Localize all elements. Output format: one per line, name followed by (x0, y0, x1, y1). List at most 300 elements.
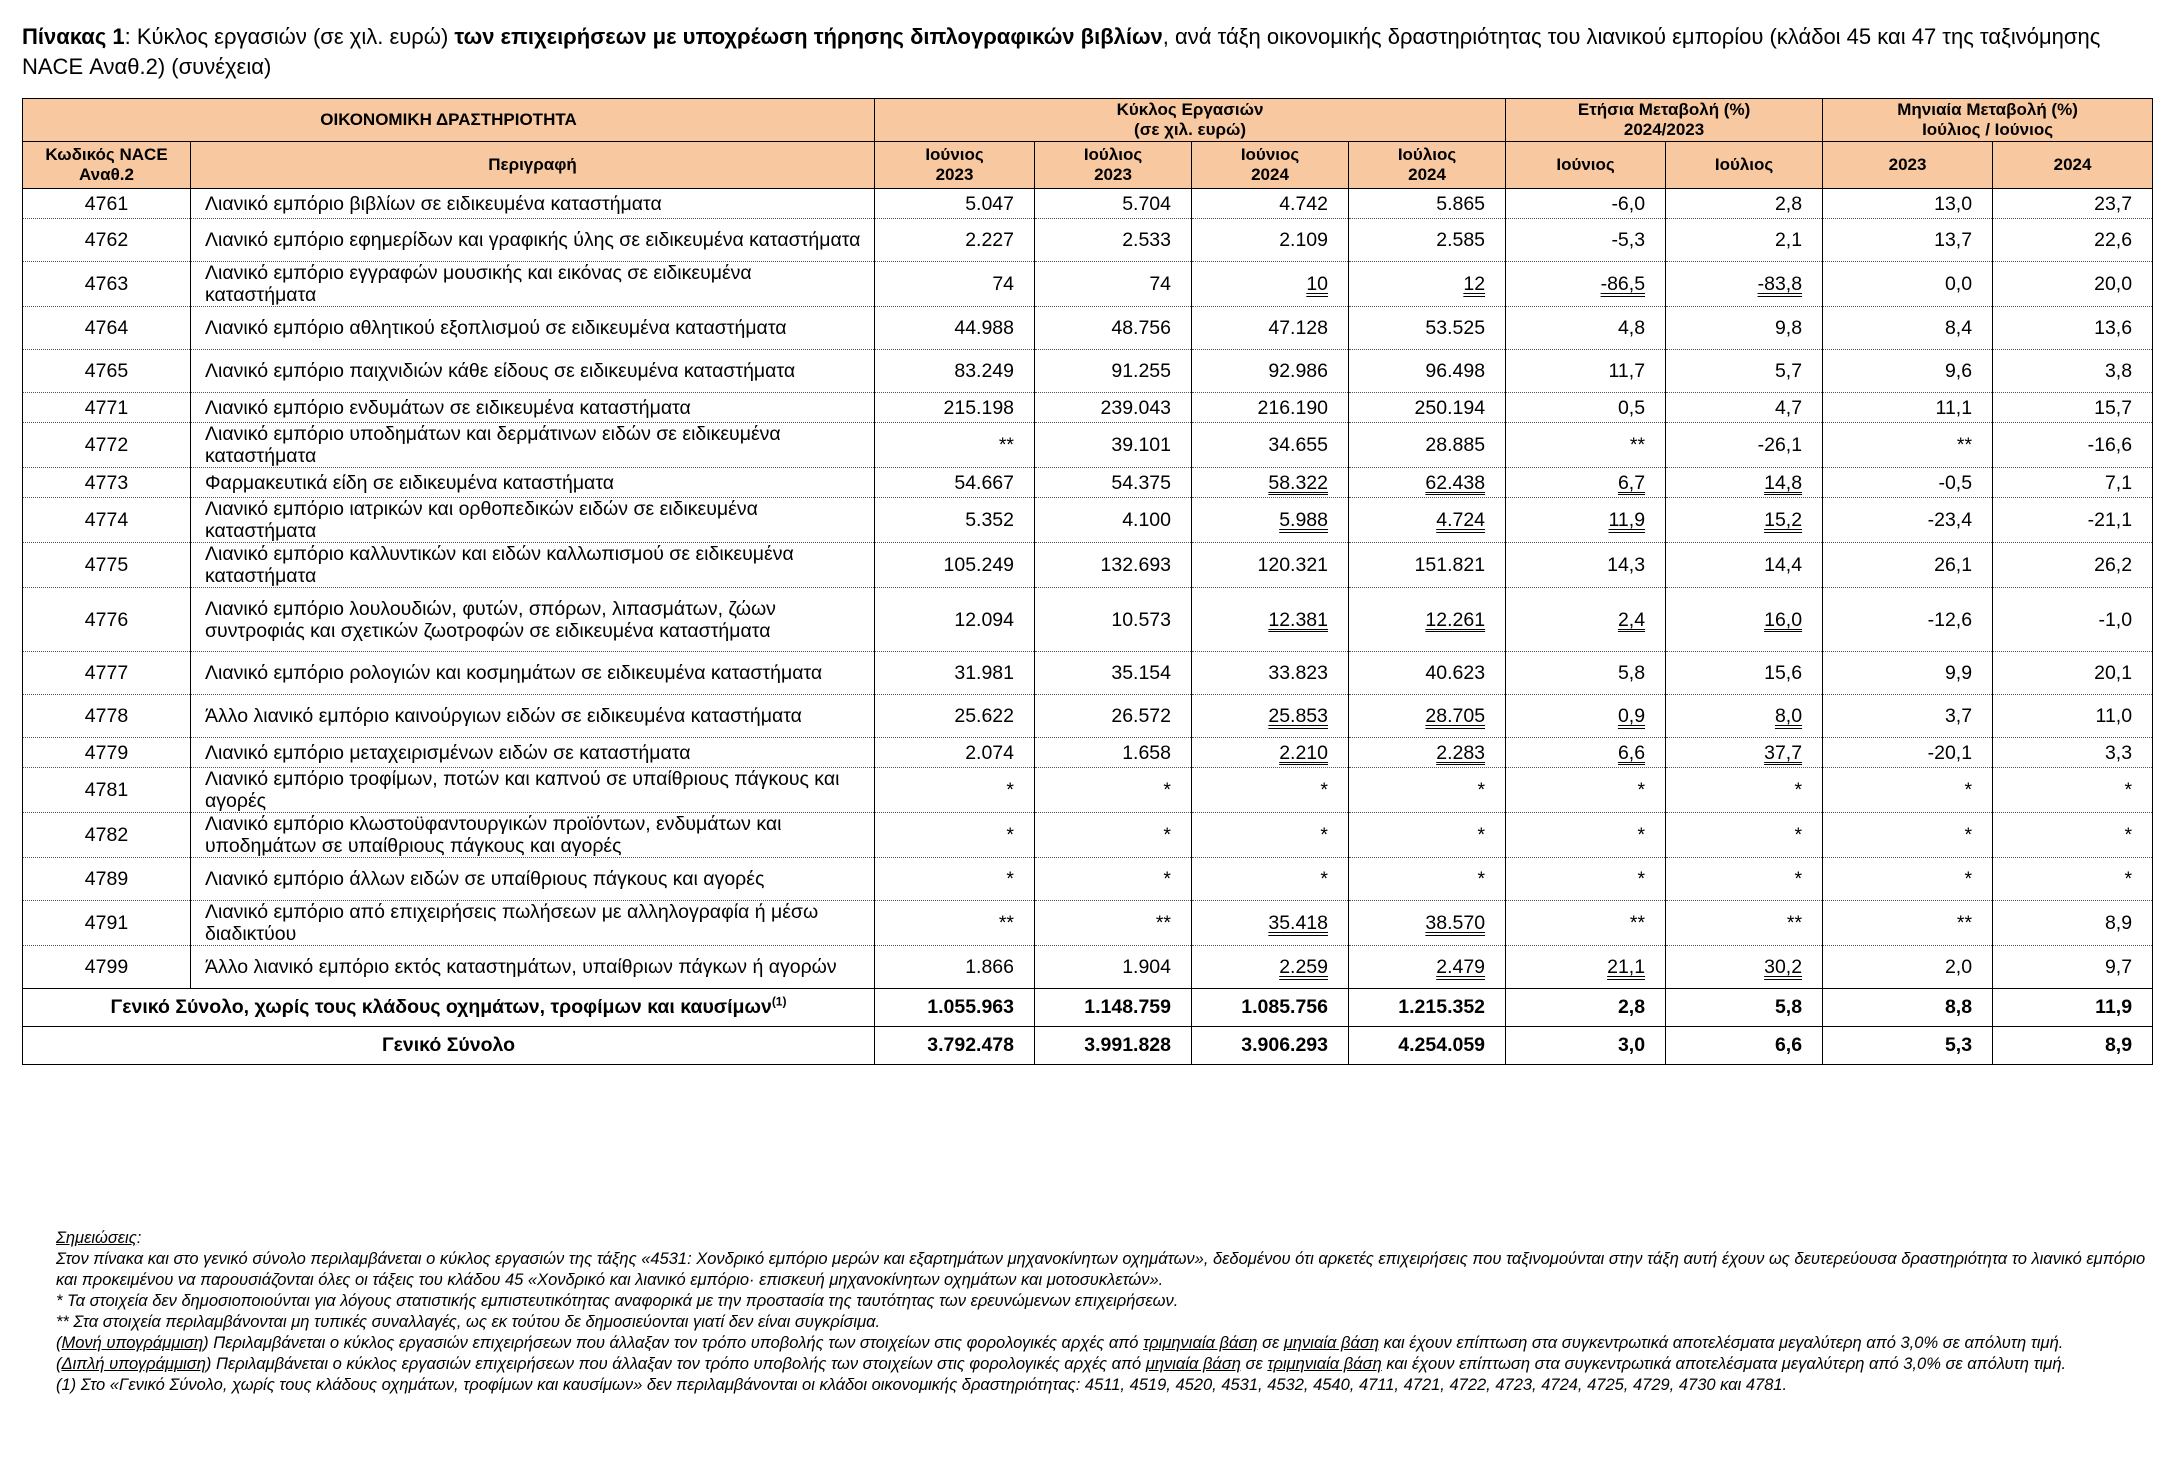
header-annual-july: Ιούλιος (1666, 142, 1823, 189)
description-cell: Λιανικό εμπόριο καλλυντικών και ειδών καλλωπισμού σε ειδικευμένα καταστήματα (191, 543, 875, 588)
value-cell (1035, 652, 1192, 695)
value-text: 39.101 (1111, 434, 1172, 456)
value-cell (875, 768, 1035, 813)
value-cell (1993, 498, 2153, 543)
value-text: * (2124, 779, 2133, 801)
value-text: 62.438 (1425, 471, 1486, 494)
value-cell (875, 219, 1035, 262)
value-text: 5.704 (1122, 192, 1172, 215)
header-description: Περιγραφή (191, 142, 875, 189)
value-text: 28.885 (1425, 434, 1486, 456)
value-text: -6,0 (1611, 192, 1646, 215)
value-text: 38.570 (1425, 912, 1486, 934)
description-cell: Λιανικό εμπόριο υποδημάτων και δερμάτινων ειδών σε ειδικευμένα καταστήματα (191, 423, 875, 468)
value-text: * (1006, 868, 1015, 890)
value-cell (875, 738, 1035, 768)
header-activity: ΟΙΚΟΝΟΜΙΚΗ ΔΡΑΣΤΗΡΙΟΤΗΤΑ (23, 99, 875, 142)
table-row (23, 652, 2153, 695)
note-single-asterisk: * Τα στοιχεία δεν δημοσιοποιούνται για λόγους στατιστικής εμπιστευτικότητας αναφορικά με την προστασία της ταυτότητας των ερευνώμενων επιχειρήσεων. (56, 1292, 1179, 1310)
value-text: 11,1 (1935, 396, 1973, 419)
note-double-asterisk: ** Στα στοιχεία περιλαμβάνονται μη τυπικές συναλλαγές, ως εκ τούτου δε δημοσιεύονται γιατί δεν είναι συγκρίσιμα. (56, 1313, 881, 1331)
value-text: 53.525 (1425, 317, 1486, 339)
value-text: 0,9 (1617, 705, 1646, 727)
value-cell (1506, 901, 1666, 946)
value-text: 11,0 (2095, 705, 2133, 727)
note-single-underline-key: Μονή υπογράμμιση (61, 1334, 204, 1352)
table-row (23, 262, 2153, 307)
description-cell: Λιανικό εμπόριο εγγραφών μουσικής και εικόνας σε ειδικευμένα καταστήματα (191, 262, 875, 307)
value-cell (1035, 498, 1192, 543)
value-text: 4.742 (1279, 192, 1329, 215)
value-cell (1192, 813, 1349, 858)
value-text: -23,4 (1927, 509, 1973, 531)
value-text: 13,7 (1934, 229, 1973, 251)
value-cell (1993, 423, 2153, 468)
nace-code-cell: 4774 (23, 498, 191, 543)
value-text: * (1320, 779, 1329, 801)
value-cell (1993, 350, 2153, 393)
value-cell (1666, 423, 1823, 468)
table-row (23, 219, 2153, 262)
value-cell (1506, 423, 1666, 468)
value-cell (1823, 858, 1993, 901)
value-cell (1993, 813, 2153, 858)
header-july-2024-month: Ιούλιος (1397, 145, 1457, 164)
value-cell (1192, 652, 1349, 695)
description-cell: Λιανικό εμπόριο μεταχειρισμένων ειδών σε καταστήματα (191, 738, 875, 768)
total-excl-value: 1.055.963 (875, 989, 1035, 1027)
value-cell (1035, 813, 1192, 858)
value-text: 35.418 (1268, 912, 1329, 934)
value-text: -21,1 (2087, 509, 2133, 531)
value-text: 2.227 (965, 229, 1015, 251)
value-cell (1993, 901, 2153, 946)
table-row (23, 901, 2153, 946)
value-cell (1192, 468, 1349, 498)
value-cell (875, 307, 1035, 350)
description-cell: Λιανικό εμπόριο παιχνιδιών κάθε είδους σε ειδικευμένα καταστήματα (191, 350, 875, 393)
value-text: 9,9 (1944, 662, 1973, 684)
value-text: 120.321 (1257, 554, 1329, 576)
value-cell (1035, 219, 1192, 262)
value-text: 35.154 (1111, 662, 1172, 684)
value-text: 91.255 (1111, 360, 1172, 382)
value-cell (1666, 813, 1823, 858)
nace-code-cell: 4779 (23, 738, 191, 768)
value-cell (1993, 543, 2153, 588)
value-cell (1823, 189, 1993, 219)
value-text: 10 (1306, 273, 1329, 295)
value-text: 2.210 (1279, 741, 1329, 764)
value-cell (1035, 695, 1192, 738)
value-cell (1666, 588, 1823, 652)
value-cell (1349, 813, 1506, 858)
value-cell (1192, 738, 1349, 768)
value-text: * (1477, 779, 1486, 801)
total-excl-row (23, 989, 2153, 1027)
value-cell (1035, 543, 1192, 588)
value-text: 1.658 (1122, 741, 1172, 764)
value-cell (875, 858, 1035, 901)
value-text: 11,9 (1608, 509, 1646, 531)
value-cell (1192, 858, 1349, 901)
table-row (23, 393, 2153, 423)
value-text: 74 (1149, 273, 1172, 295)
header-july-2023-year: 2023 (1094, 165, 1132, 184)
note-double-underline-text-b: σε (1240, 1355, 1268, 1373)
header-monthly-change (1823, 99, 2153, 142)
value-text: 12.381 (1268, 608, 1329, 631)
value-cell (1035, 393, 1192, 423)
total-excl-value: 11,9 (1993, 989, 2153, 1027)
value-cell (875, 262, 1035, 307)
value-cell (1035, 768, 1192, 813)
value-cell (1192, 946, 1349, 989)
value-text: 239.043 (1100, 396, 1172, 419)
value-text: ** (998, 434, 1015, 456)
value-text: * (1964, 824, 1973, 846)
value-text: * (1320, 824, 1329, 846)
value-text: -83,8 (1757, 273, 1803, 295)
value-cell (1823, 695, 1993, 738)
value-text: 7,1 (2104, 471, 2133, 494)
value-text: 26,1 (1934, 554, 1973, 576)
value-cell (1506, 219, 1666, 262)
value-cell (1192, 768, 1349, 813)
value-text: 250.194 (1414, 396, 1486, 419)
value-cell (1993, 768, 2153, 813)
value-cell (1192, 262, 1349, 307)
value-text: 5.047 (965, 192, 1015, 215)
value-text: 14,4 (1764, 554, 1803, 576)
value-text: ** (1956, 434, 1973, 456)
note-single-underline (56, 1333, 2156, 1354)
value-cell (1823, 468, 1993, 498)
value-cell (1506, 350, 1666, 393)
value-text: 30,2 (1764, 956, 1803, 978)
value-text: 10.573 (1111, 608, 1172, 631)
value-text: 2.109 (1279, 229, 1329, 251)
value-text: 9,8 (1774, 317, 1803, 339)
value-text: * (1163, 824, 1172, 846)
description-cell: Λιανικό εμπόριο από επιχειρήσεις πωλήσεων με αλληλογραφία ή μέσω διαδικτύου (191, 901, 875, 946)
table-row (23, 498, 2153, 543)
value-text: 215.198 (943, 396, 1015, 419)
value-cell (1035, 738, 1192, 768)
value-text: 37,7 (1764, 741, 1803, 764)
value-text: ** (998, 912, 1015, 934)
value-cell (1993, 219, 2153, 262)
value-text: -1,0 (2098, 608, 2133, 631)
table-row (23, 468, 2153, 498)
value-text: 23,7 (2094, 192, 2133, 215)
value-cell (1506, 738, 1666, 768)
value-cell (1035, 350, 1192, 393)
value-cell (1506, 262, 1666, 307)
value-text: 2.283 (1436, 741, 1486, 764)
value-text: 2,1 (1774, 229, 1803, 251)
value-text: * (2124, 868, 2133, 890)
title-separator: : (124, 24, 137, 49)
value-text: 2,4 (1617, 608, 1646, 631)
value-cell (1349, 768, 1506, 813)
value-text: 44.988 (954, 317, 1015, 339)
value-cell (1192, 307, 1349, 350)
value-cell (1666, 738, 1823, 768)
value-text: 22,6 (2094, 229, 2133, 251)
value-cell (1666, 768, 1823, 813)
value-cell (1823, 901, 1993, 946)
value-text: 20,0 (2094, 273, 2133, 295)
nace-code-cell: 4777 (23, 652, 191, 695)
description-cell: Λιανικό εμπόριο βιβλίων σε ειδικευμένα καταστήματα (191, 189, 875, 219)
value-text: * (1163, 868, 1172, 890)
value-cell (1349, 498, 1506, 543)
value-cell (1349, 695, 1506, 738)
value-cell (1192, 695, 1349, 738)
value-text: 31.981 (954, 662, 1015, 684)
note-single-underline-text-c: και έχουν επίπτωση στα συγκεντρωτικά αποτελέσματα μεγαλύτερη από 3,0% σε απόλυτη τιμή. (1379, 1334, 2064, 1352)
value-text: * (1637, 824, 1646, 846)
value-text: 25.622 (954, 705, 1015, 727)
value-text: * (1637, 779, 1646, 801)
header-nace-code (23, 142, 191, 189)
table-label: Πίνακας 1 (22, 24, 125, 49)
value-text: ** (1786, 912, 1803, 934)
value-cell (1823, 498, 1993, 543)
value-cell (1823, 588, 1993, 652)
value-text: * (1163, 779, 1172, 801)
value-text: 47.128 (1268, 317, 1329, 339)
value-cell (1993, 652, 2153, 695)
header-june-2024-month: Ιούνιος (1240, 145, 1300, 164)
note-footnote-1: (1) Στο «Γενικό Σύνολο, χωρίς τους κλάδους οχημάτων, τροφίμων και καυσίμων» δεν περιλαμβάνονται οι κλάδοι οικονομικής δραστηριότητας: 4511, 4519, 4520, 4531, 4532, 4540, 4711, 4721, 4722, 4723, 4724, 4725, 4729, 4730 και 4781. (56, 1376, 1788, 1394)
value-cell (1823, 307, 1993, 350)
value-cell (1506, 858, 1666, 901)
description-cell: Λιανικό εμπόριο άλλων ειδών σε υπαίθριους πάγκους και αγορές (191, 858, 875, 901)
description-cell: Λιανικό εμπόριο κλωστοϋφαντουργικών προϊόντων, ενδυμάτων και υποδημάτων σε υπαίθριους πάγκους και αγορές (191, 813, 875, 858)
value-cell (875, 813, 1035, 858)
note-double-underline-open: ( (56, 1355, 62, 1373)
table-row (23, 768, 2153, 813)
value-text: 26,2 (2094, 554, 2133, 576)
description-cell: Λιανικό εμπόριο ιατρικών και ορθοπεδικών ειδών σε ειδικευμένα καταστήματα (191, 498, 875, 543)
header-monthly-line1: Μηνιαία Μεταβολή (%) (1897, 100, 2078, 119)
value-cell (1506, 946, 1666, 989)
value-cell (1192, 543, 1349, 588)
value-cell (1506, 498, 1666, 543)
value-cell (1993, 738, 2153, 768)
value-text: 9,6 (1944, 360, 1973, 382)
total-excl-footnote: (1) (771, 994, 787, 1009)
header-annual-change (1506, 99, 1823, 142)
value-text: * (1637, 868, 1646, 890)
grand-total-value: 3.991.828 (1035, 1027, 1192, 1065)
header-annual-line2: 2024/2023 (1623, 120, 1705, 139)
value-cell (1823, 946, 1993, 989)
value-text: 5.352 (965, 509, 1015, 531)
value-cell (1349, 307, 1506, 350)
value-cell (1035, 468, 1192, 498)
turnover-table (22, 98, 2153, 1065)
value-cell (1666, 901, 1823, 946)
note-double-underline-term-2: τριμηνιαία βάση (1267, 1355, 1382, 1373)
table-title (22, 22, 2152, 82)
value-text: 48.756 (1111, 317, 1172, 339)
value-text: 1.866 (965, 956, 1015, 978)
value-text: 54.375 (1111, 471, 1172, 494)
value-cell (1823, 393, 1993, 423)
value-text: 3,7 (1944, 705, 1973, 727)
value-cell (1506, 695, 1666, 738)
value-text: 5.988 (1279, 509, 1329, 531)
value-cell (1666, 946, 1823, 989)
value-text: 12 (1463, 273, 1486, 295)
value-cell (1666, 858, 1823, 901)
nace-code-cell: 4782 (23, 813, 191, 858)
value-text: 33.823 (1268, 662, 1329, 684)
value-cell (1506, 393, 1666, 423)
value-cell (1823, 738, 1993, 768)
value-cell (1993, 695, 2153, 738)
title-bold-text: των επιχειρήσεων με υποχρέωση τήρησης διπλογραφικών βιβλίων (454, 24, 1163, 49)
header-code-line1: Κωδικός NACE (45, 145, 168, 164)
value-cell (875, 695, 1035, 738)
nace-code-cell: 4781 (23, 768, 191, 813)
total-excl-value: 1.148.759 (1035, 989, 1192, 1027)
value-cell (1666, 652, 1823, 695)
value-cell (1666, 262, 1823, 307)
description-cell: Λιανικό εμπόριο ρολογιών και κοσμημάτων σε ειδικευμένα καταστήματα (191, 652, 875, 695)
value-cell (1035, 423, 1192, 468)
value-cell (1666, 393, 1823, 423)
value-cell (1823, 262, 1993, 307)
value-text: 15,7 (2094, 396, 2133, 419)
value-cell (875, 946, 1035, 989)
grand-total-value: 3.906.293 (1192, 1027, 1349, 1065)
value-cell (1823, 219, 1993, 262)
description-cell: Λιανικό εμπόριο εφημερίδων και γραφικής ύλης σε ειδικευμένα καταστήματα (191, 219, 875, 262)
value-text: 2.585 (1436, 229, 1486, 251)
value-cell (1823, 350, 1993, 393)
value-text: 40.623 (1425, 662, 1486, 684)
value-text: 9,7 (2104, 956, 2133, 978)
value-cell (1349, 652, 1506, 695)
value-text: * (1477, 868, 1486, 890)
header-annual-line1: Ετήσια Μεταβολή (%) (1577, 100, 1751, 119)
note-4531: Στον πίνακα και στο γενικό σύνολο περιλαμβάνεται ο κύκλος εργασιών της τάξης «4531: Χονδρικό εμπόριο μερών και εξαρτημάτων μηχανοκίνητων οχημάτων», δεδομένου ότι αρκετές επιχειρήσεις που ταξινομούνται στην τάξη αυτή έχουν ως δευτερεύουσα δραστηριότητα το λιανικό εμπόριο και προκειμένου να παρουσιάζονται όλες οι τάξεις του κλάδου 45 «Χονδρικό και λιανικό εμπόριο· επισκευή μηχανοκίνητων οχημάτων και μοτοσυκλετών». (56, 1250, 2146, 1289)
value-text: 0,0 (1944, 273, 1973, 295)
value-text: * (1794, 824, 1803, 846)
value-cell (1349, 189, 1506, 219)
value-text: 26.572 (1111, 705, 1172, 727)
value-cell (1506, 543, 1666, 588)
value-text: * (1006, 779, 1015, 801)
header-june-2024-year: 2024 (1251, 165, 1289, 184)
value-cell (1993, 189, 2153, 219)
value-text: 12.261 (1425, 608, 1486, 631)
value-text: * (1477, 824, 1486, 846)
value-text: 6,6 (1617, 741, 1646, 764)
value-cell (1035, 588, 1192, 652)
value-cell (1035, 901, 1192, 946)
nace-code-cell: 4764 (23, 307, 191, 350)
header-june-2023 (875, 142, 1035, 189)
grand-total-label: Γενικό Σύνολο (23, 1027, 875, 1065)
value-text: 0,5 (1617, 396, 1646, 419)
value-text: 216.190 (1257, 396, 1329, 419)
total-excl-value: 5,8 (1666, 989, 1823, 1027)
total-excl-value: 8,8 (1823, 989, 1993, 1027)
value-text: 12.094 (954, 608, 1015, 631)
value-cell (1666, 189, 1823, 219)
value-text: 25.853 (1268, 705, 1329, 727)
value-text: 14,8 (1764, 471, 1803, 494)
value-cell (875, 393, 1035, 423)
value-cell (1823, 423, 1993, 468)
header-july-2023-month: Ιούλιος (1083, 145, 1143, 164)
value-cell (1349, 901, 1506, 946)
header-july-2024-year: 2024 (1408, 165, 1446, 184)
value-cell (1192, 219, 1349, 262)
note-double-underline-text-a: ) Περιλαμβάνεται ο κύκλος εργασιών επιχειρήσεων που άλλαξαν τον τρόπο υποβολής των στοιχείων στις φορολογικές αρχές από (205, 1355, 1146, 1373)
value-cell (1192, 189, 1349, 219)
value-cell (1666, 543, 1823, 588)
nace-code-cell: 4773 (23, 468, 191, 498)
description-cell: Λιανικό εμπόριο τροφίμων, ποτών και καπνού σε υπαίθριους πάγκους και αγορές (191, 768, 875, 813)
value-text: 15,2 (1764, 509, 1803, 531)
note-double-underline-term-1: μηνιαία βάση (1145, 1355, 1241, 1373)
value-text: ** (1155, 912, 1172, 934)
nace-code-cell: 4761 (23, 189, 191, 219)
description-cell: Λιανικό εμπόριο αθλητικού εξοπλισμού σε ειδικευμένα καταστήματα (191, 307, 875, 350)
value-text: 4.100 (1122, 509, 1172, 531)
table-row (23, 738, 2153, 768)
value-text: 92.986 (1268, 360, 1329, 382)
nace-code-cell: 4763 (23, 262, 191, 307)
grand-total-value: 6,6 (1666, 1027, 1823, 1065)
value-cell (1823, 813, 1993, 858)
value-cell (1506, 768, 1666, 813)
value-text: * (1964, 779, 1973, 801)
value-cell (875, 543, 1035, 588)
value-text: 3,8 (2104, 360, 2133, 382)
value-cell (1823, 543, 1993, 588)
value-text: 14,3 (1607, 554, 1646, 576)
value-text: 21,1 (1607, 956, 1646, 978)
value-text: 151.821 (1414, 554, 1486, 576)
value-text: ** (1629, 434, 1646, 456)
title-text-1: Κύκλος εργασιών (σε χιλ. ευρώ) (136, 24, 455, 49)
value-cell (1506, 652, 1666, 695)
value-cell (1506, 189, 1666, 219)
value-cell (1349, 219, 1506, 262)
value-text: 28.705 (1425, 705, 1486, 727)
note-single-underline-term-1: τριμηνιαία βάση (1143, 1334, 1258, 1352)
value-text: 34.655 (1268, 434, 1329, 456)
nace-code-cell: 4765 (23, 350, 191, 393)
nace-code-cell: 4772 (23, 423, 191, 468)
value-cell (1349, 738, 1506, 768)
value-text: 4,7 (1774, 396, 1803, 419)
value-text: -12,6 (1927, 608, 1973, 631)
nace-code-cell: 4791 (23, 901, 191, 946)
header-annual-june: Ιούνιος (1506, 142, 1666, 189)
value-text: * (1794, 779, 1803, 801)
description-cell: Φαρμακευτικά είδη σε ειδικευμένα καταστήματα (191, 468, 875, 498)
header-monthly-2023: 2023 (1823, 142, 1993, 189)
value-cell (1192, 423, 1349, 468)
